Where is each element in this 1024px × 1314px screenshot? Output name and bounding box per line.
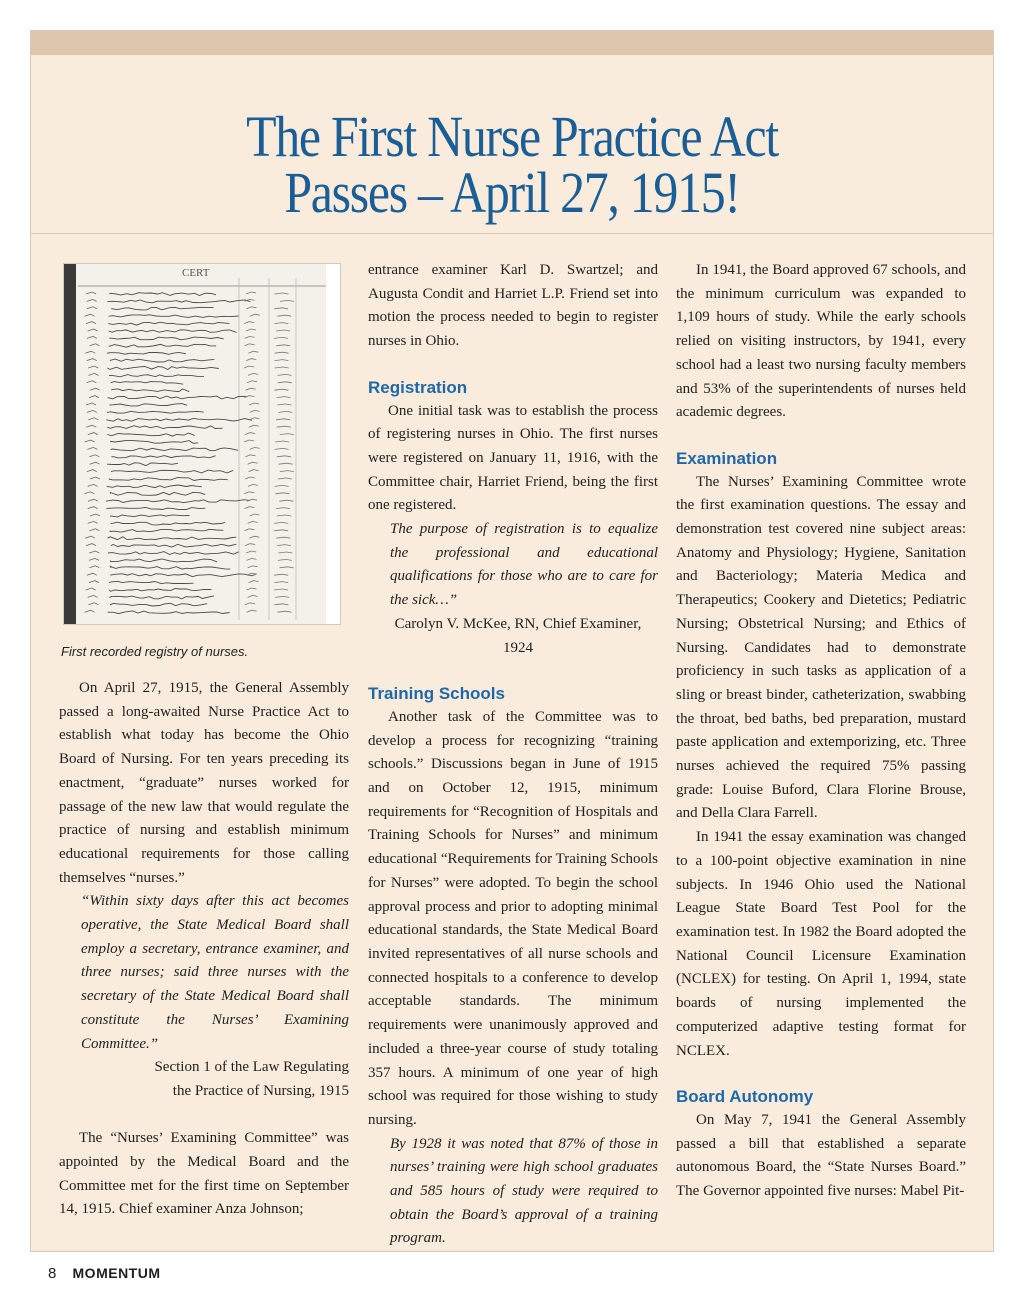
magazine-name: MOMENTUM: [72, 1265, 161, 1281]
heading-registration: Registration: [368, 377, 468, 397]
col1-cite-line-1: Section 1 of the Law Regulating: [154, 1059, 349, 1076]
col2-training-quote: By 1928 it was noted that 87% of those in nurses’ training were high school graduates and 585 hours of study were required to obtain the Board’s approval of a training program.: [390, 1135, 658, 1247]
heading-training-schools: Training Schools: [368, 684, 505, 704]
column-1: [59, 259, 349, 1222]
col1-paragraph-2: The “Nurses’ Examining Committee” was appointed by the Medical Board and the Committee met for the first time on September 14, 1915. Chief examiner Anza Johnson;: [59, 1130, 349, 1218]
col2-paragraph-2: Another task of the Committee was to develop a process for recognizing “training schools.” Discussions began in June of 1915 and on October 12, 1915, minimum requirements for “Recognition of Hospitals and Training Schools for Nurses” and minimum educational “Requirements for Training Schools for Nurses” were adopted. To begin the school approval process and prior to adopting minimal educational standards, the State Medical Board invited representatives of all nurse schools and connected hospitals to a conference to develop acceptable standards. The minimum requirements were unanimously approved and included a three-year course of study totaling 357 hours. A minimum of one year of high school was required for those wishing to study nursing.: [368, 708, 658, 1128]
top-band: [31, 31, 993, 55]
title-block: [31, 55, 993, 234]
col3-paragraph-0: In 1941, the Board approved 67 schools, and the minimum curriculum was expanded to 1,109 hours of study. While the early schools relied on visiting instructors, by 1941, every school had a least two nursing faculty members and 53% of the superintendents of nurses held academic degrees.: [676, 262, 966, 421]
page-title-line-1: The First Nurse Practice Act: [246, 104, 778, 169]
figure-caption: First recorded registry of nurses.: [61, 644, 249, 659]
ledger-header-text: CERT: [182, 267, 210, 279]
heading-examination: Examination: [676, 448, 778, 468]
registry-image: [63, 263, 341, 625]
page-number: 8: [48, 1265, 57, 1282]
col3-paragraph-3: On May 7, 1941 the General Assembly passed a bill that established a separate autonomous Board, the “State Nurses Board.” The Governor appointed five nurses: Mabel Pit-: [676, 1111, 966, 1200]
page-frame: [30, 30, 994, 1252]
col2-paragraph-1: One initial task was to establish the process of registering nurses in Ohio. The first nurses were registered on January 11, 1916, with the Committee chair, Harriet Friend, being the first one registered.: [368, 402, 658, 514]
col2-paragraph-0: entrance examiner Karl D. Swartzel; and Augusta Condit and Harriet L.P. Friend set into motion the process needed to begin to register nurses in Ohio.: [368, 262, 658, 350]
column-3: [676, 259, 966, 1204]
col2-registration-quote: The purpose of registration is to equalize the professional and educational qualifications for those who are to care for the sick…”: [390, 521, 658, 609]
page-title-line-2: Passes – April 27, 1915!: [284, 160, 740, 225]
heading-board-autonomy: Board Autonomy: [676, 1087, 814, 1107]
col1-cite-line-2: the Practice of Nursing, 1915: [172, 1082, 349, 1099]
column-2: [368, 259, 658, 1251]
col1-paragraph-1: On April 27, 1915, the General Assembly passed a long-awaited Nurse Practice Act to establish what today has become the Ohio Board of Nursing. For ten years preceding its enactment, “graduate” nurses worked for passage of the new law that would regulate the practice of nursing and establish minimum educational requirements for those calling themselves “nurses.”: [59, 680, 349, 886]
col3-paragraph-2: In 1941 the essay examination was changed to a 100-point objective examination in nine subjects. In 1946 Ohio used the National League State Board Test Pool for the examination test. In 1982 the Board adopted the National Council Licensure Examination (NCLEX) for testing. On April 1, 1994, state boards of nursing implemented the computerized adaptive testing format for NCLEX.: [676, 829, 966, 1059]
page-footer: [48, 1265, 161, 1282]
col3-paragraph-1: The Nurses’ Examining Committee wrote the first examination questions. The essay and demonstration test covered nine subject areas: Anatomy and Physiology; Hygiene, Sanitation and Bacteriology; Materia Medica and Therapeutics; Cookery and Dietetics; Pediatric Nursing; Obstetrical Nursing; and Ethics of Nursing. Candidates had to demonstrate proficiency in such tasks as application of a sling or breast binder, catheterization, swabbing the throat, bed baths, bed preparation, mustard paste application and extemporizing, etc. Three nurses achieved the required 75% passing grade: Louise Buford, Clara Florine Brouse, and Della Clara Farrell.: [676, 473, 966, 822]
col1-law-quote: “Within sixty days after this act becomes operative, the State Medical Board shall employ a secretary, entrance examiner, and three nurses; said three nurses with the secretary of the State Medical Board shall constitute the Nurses’ Examining Committee.”: [81, 893, 349, 1052]
col2-cite: Carolyn V. McKee, RN, Chief Examiner, 1924: [394, 615, 642, 656]
ledger-binding-edge: [64, 264, 76, 624]
registry-ledger-svg: [64, 264, 340, 624]
ledger-right-margin: [326, 264, 340, 624]
ledger-paper: [64, 264, 340, 624]
